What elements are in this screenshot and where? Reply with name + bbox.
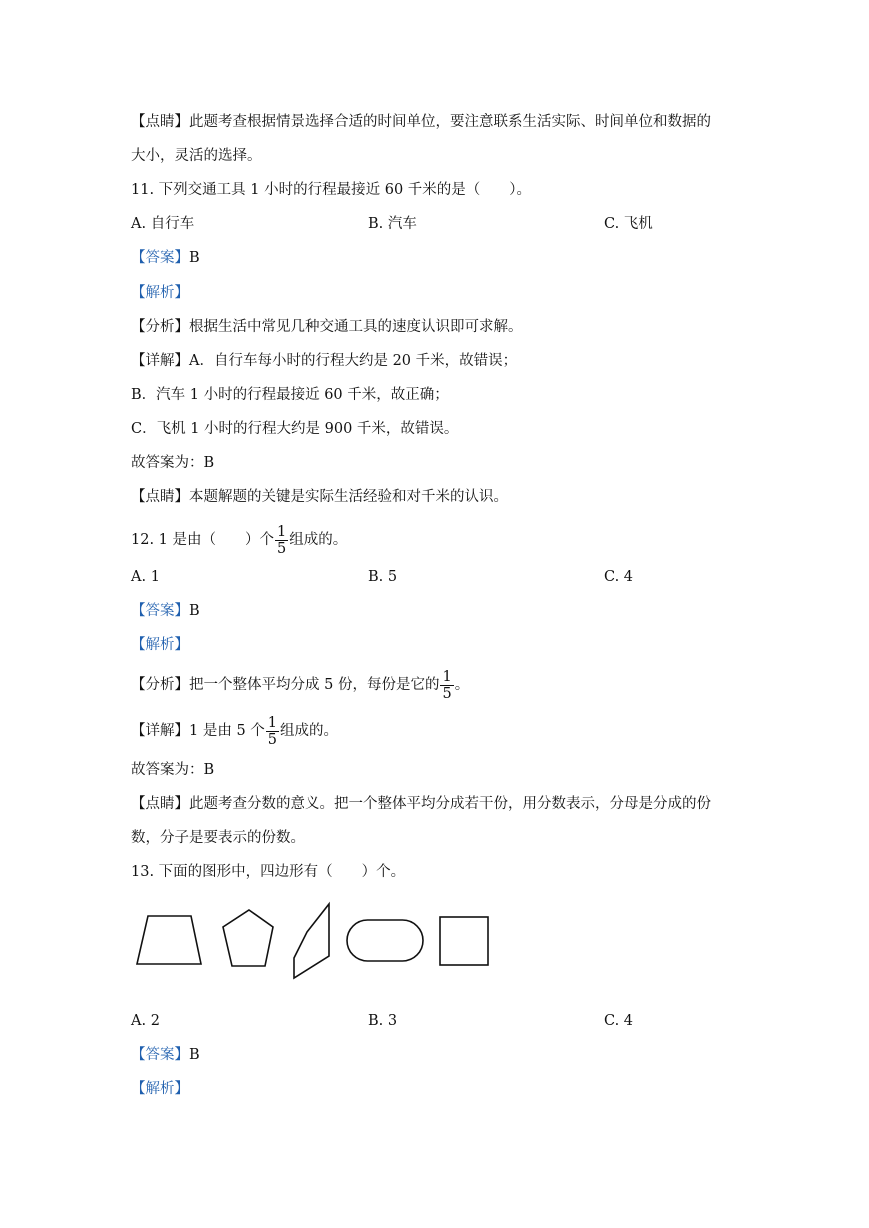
parallelogram-shape <box>294 904 329 978</box>
q11-analysis-label: 【解析】 <box>131 285 189 301</box>
tip-label: 【点睛】 <box>131 489 189 505</box>
square-shape <box>440 917 488 965</box>
q12-analysis-label: 【解析】 <box>131 637 189 653</box>
q11-detail-3: C．飞机 1 小时的行程大约是 900 千米，故错误。 <box>131 421 459 437</box>
q12-detail <box>131 714 338 748</box>
detail-label: 【详解】 <box>131 723 189 739</box>
q13-option-b: B. 3 <box>368 1013 398 1029</box>
fraction-denominator: 5 <box>267 731 278 748</box>
q13-shapes-figure <box>131 898 501 988</box>
question-text: 12. 1 是由（ ）个 <box>131 532 275 548</box>
q12-answer <box>131 601 200 621</box>
tip-text: 本题解题的关键是实际生活经验和对千米的认识。 <box>189 489 508 505</box>
trapezoid-shape <box>137 916 201 964</box>
q11-answer <box>131 248 200 268</box>
q12-fenxi <box>131 668 469 702</box>
fenxi-label: 【分析】 <box>131 319 189 335</box>
prev-tip-line-1 <box>131 112 711 132</box>
q12-conclusion: 故答案为：B <box>131 762 215 778</box>
tip-text: 此题考查分数的意义。把一个整体平均分成若干份，用分数表示，分母是分成的份 <box>189 796 711 812</box>
q13-question: 13. 下面的图形中，四边形有（ ）个。 <box>131 864 406 880</box>
fraction-numerator: 1 <box>277 523 287 540</box>
q13-answer <box>131 1045 200 1065</box>
q11-conclusion: 故答案为：B <box>131 455 215 471</box>
rounded-rectangle-shape <box>347 920 423 961</box>
answer-label: 【答案】 <box>131 603 189 619</box>
answer-value: B <box>189 1047 200 1063</box>
q11-detail-1 <box>131 351 517 371</box>
answer-value: B <box>189 250 200 266</box>
detail-text: 1 是由 5 个 <box>189 723 265 739</box>
prev-tip-line-2 <box>131 146 262 166</box>
q13-analysis-label: 【解析】 <box>131 1081 189 1097</box>
fenxi-text: 根据生活中常见几种交通工具的速度认识即可求解。 <box>189 319 523 335</box>
tip-text: 大小，灵活的选择。 <box>131 148 262 164</box>
tip-label: 【点睛】 <box>131 796 189 812</box>
tip-label: 【点睛】 <box>131 114 189 130</box>
fenxi-text: 。 <box>454 677 470 693</box>
q12-option-b: B. 5 <box>368 569 398 585</box>
q11-option-b: B. 汽车 <box>368 216 417 232</box>
q12-question <box>131 523 347 557</box>
question-text: 组成的。 <box>289 532 348 548</box>
q11-fenxi <box>131 317 523 337</box>
pentagon-shape <box>223 910 273 966</box>
q11-tip <box>131 487 508 507</box>
detail-text: A．自行车每小时的行程大约是 20 千米，故错误； <box>189 353 518 369</box>
detail-label: 【详解】 <box>131 353 189 369</box>
detail-text: 组成的。 <box>280 723 339 739</box>
fraction-one-fifth <box>275 524 288 557</box>
fraction-numerator: 1 <box>267 714 278 731</box>
answer-value: B <box>189 603 200 619</box>
q13-option-c: C. 4 <box>604 1013 634 1029</box>
tip-text: 此题考查根据情景选择合适的时间单位，要注意联系生活实际、时间单位和数据的 <box>189 114 711 130</box>
q12-option-c: C. 4 <box>604 569 634 585</box>
answer-label: 【答案】 <box>131 1047 189 1063</box>
q11-option-c: C. 飞机 <box>604 216 653 232</box>
fenxi-text: 把一个整体平均分成 5 份，每份是它的 <box>189 677 440 693</box>
q11-detail-2: B．汽车 1 小时的行程最接近 60 千米，故正确； <box>131 387 449 403</box>
answer-label: 【答案】 <box>131 250 189 266</box>
q11-question: 11. 下列交通工具 1 小时的行程最接近 60 千米的是（ ）。 <box>131 182 532 198</box>
fraction-denominator: 5 <box>277 540 287 557</box>
fraction-one-fifth <box>440 669 453 702</box>
q12-option-a: A. 1 <box>131 569 160 585</box>
q13-option-a: A. 2 <box>131 1013 160 1029</box>
fraction-denominator: 5 <box>442 685 452 702</box>
fenxi-label: 【分析】 <box>131 677 189 693</box>
fraction-one-fifth <box>266 715 279 748</box>
q12-tip-2: 数，分子是要表示的份数。 <box>131 830 305 846</box>
q12-tip-1 <box>131 794 711 814</box>
fraction-numerator: 1 <box>442 668 452 685</box>
q11-option-a: A. 自行车 <box>131 216 195 232</box>
